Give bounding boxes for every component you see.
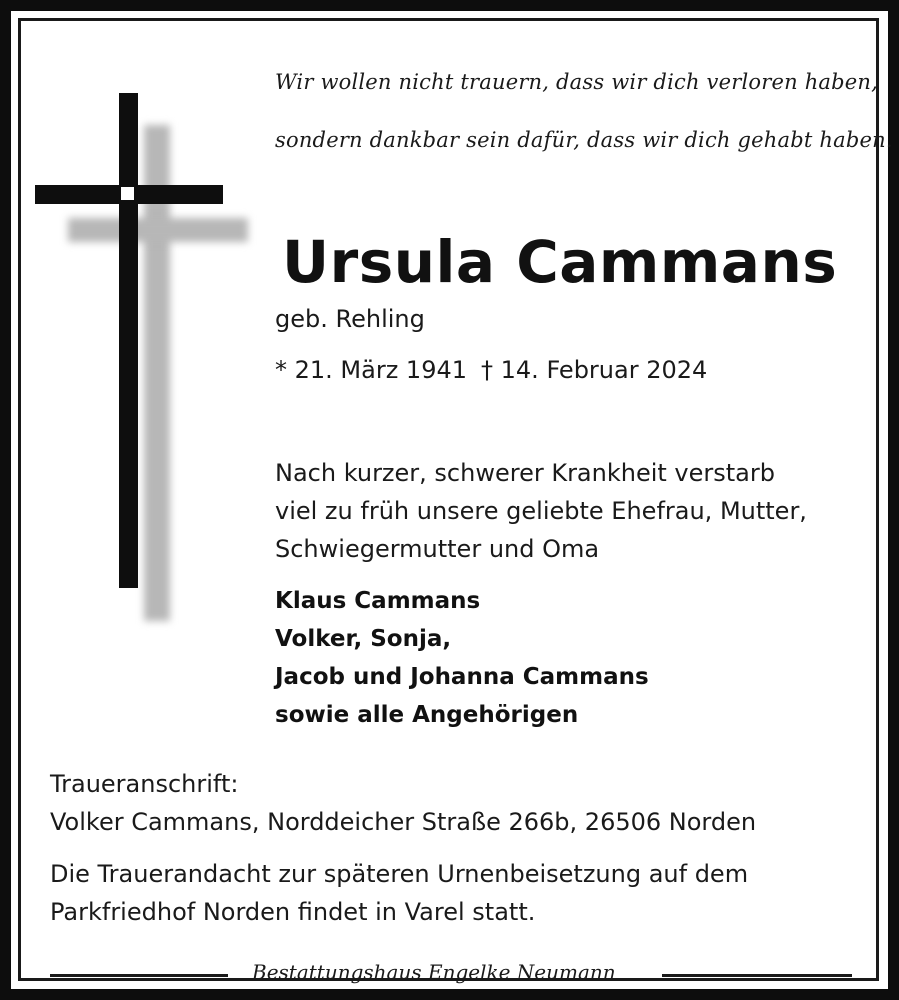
mourner-item: Klaus Cammans (275, 588, 481, 614)
deceased-name: Ursula Cammans (282, 228, 838, 296)
address-block (50, 765, 756, 841)
announcement-line: viel zu früh unsere geliebte Ehefrau, Mutter, (275, 497, 807, 525)
ceremony-line: Parkfriedhof Norden findet in Varel statt. (50, 898, 536, 926)
cross-vertical-bar (119, 93, 138, 588)
mourner-item: sowie alle Angehörigen (275, 702, 579, 728)
mourner-item: Volker, Sonja, (275, 626, 452, 652)
quote-line-2: sondern dankbar sein dafür, dass wir dich gehabt haben. (275, 128, 893, 152)
footer-rule-left (50, 974, 228, 977)
address-label: Traueranschrift: (50, 770, 239, 798)
announcement-line: Nach kurzer, schwerer Krankheit verstarb (275, 459, 775, 487)
ceremony-line: Die Trauerandacht zur späteren Urnenbeisetzung auf dem (50, 860, 749, 888)
death-date: † 14. Februar 2024 (481, 356, 708, 384)
announcement-text (275, 454, 807, 568)
ceremony-notice (50, 855, 748, 931)
mourners-list (275, 582, 649, 734)
maiden-name: geb. Rehling (275, 305, 425, 333)
birth-date: * 21. März 1941 (275, 356, 468, 384)
cross-center-square (121, 187, 134, 200)
life-dates (275, 356, 707, 384)
footer-rule-right (662, 974, 852, 977)
funeral-home-name: Bestattungshaus Engelke Neumann (252, 960, 616, 984)
mourner-item: Jacob und Johanna Cammans (275, 664, 649, 690)
cross-shadow-horizontal (68, 218, 248, 242)
announcement-line: Schwiegermutter und Oma (275, 535, 600, 563)
address-value: Volker Cammans, Norddeicher Straße 266b, 26506 Norden (50, 808, 757, 836)
quote-line-1: Wir wollen nicht trauern, dass wir dich verloren haben, (275, 70, 879, 94)
